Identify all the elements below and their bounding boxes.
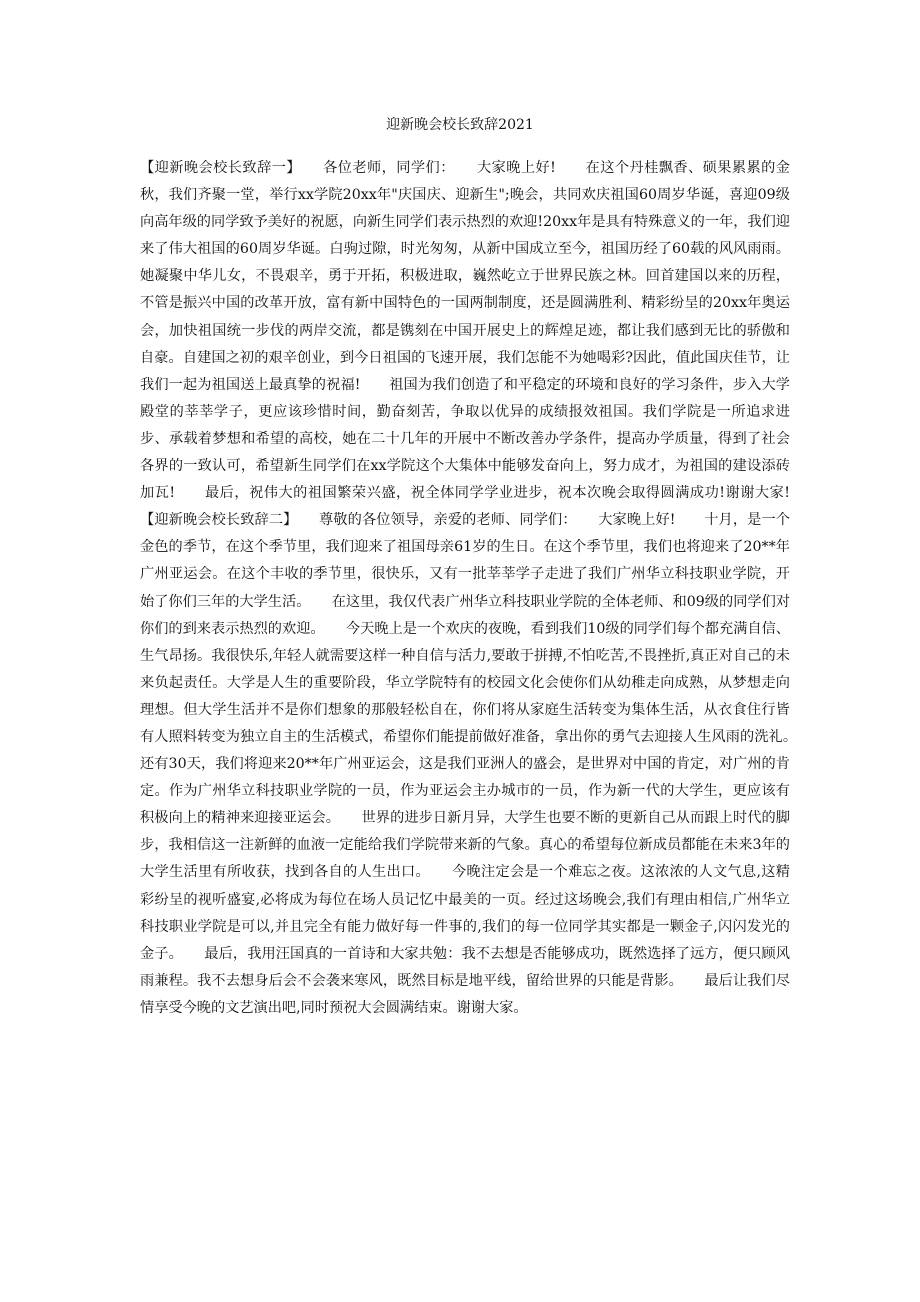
- document-body: 【迎新晚会校长致辞一】 各位老师，同学们： 大家晚上好! 在这个丹桂飘香、硕果累累的金秋，我们齐聚一堂，举行xx学院20xx年"庆国庆、迎新生";晚会，共同欢庆祖国60周岁华诞，喜迎09级向高年级的同学致予美好的祝愿，向新生同学们表示热烈的欢迎!20xx年是具有特殊意义的一年，我们迎来了伟大祖国的60周岁华诞。白驹过隙，时光匆匆，从新中国成立至今，祖国历经了60载的风风雨雨。她凝聚中华儿女，不畏艰辛，勇于开拓，积极进取，巍然屹立于世界民族之林。回首建国以来的历程，不管是振兴中国的改革开放，富有新中国特色的一国两制制度，还是圆满胜利、精彩纷呈的20xx年奥运会，加快祖国统一步伐的两岸交流，都是镌刻在中国开展史上的辉煌足迹，都让我们感到无比的骄傲和自豪。自建国之初的艰辛创业，到今日祖国的飞速开展，我们怎能不为她喝彩?因此，值此国庆佳节，让我们一起为祖国送上最真挚的祝福! 祖国为我们创造了和平稳定的环境和良好的学习条件，步入大学殿堂的莘莘学子，更应该珍惜时间，勤奋刻苦，争取以优异的成绩报效祖国。我们学院是一所追求进步、承载着梦想和希望的高校，她在二十几年的开展中不断改善办学条件，提高办学质量，得到了社会各界的一致认可，希望新生同学们在xx学院这个大集体中能够发奋向上，努力成才，为祖国的建设添砖加瓦! 最后，祝伟大的祖国繁荣兴盛，祝全体同学学业进步，祝本次晚会取得圆满成功!谢谢大家! 【迎新晚会校长致辞二】 尊敬的各位领导，亲爱的老师、同学们： 大家晚上好! 十月，是一个金色的季节，在这个季节里，我们迎来了祖国母亲61岁的生日。在这个季节里，我们也将迎来了20**年广州亚运会。在这个丰收的季节里，很快乐，又有一批莘莘学子走进了我们广州华立科技职业学院，开始了你们三年的大学生活。 在这里，我仅代表广州华立科技职业学院的全体老师、和09级的同学们对你们的到来表示热烈的欢迎。 今天晚上是一个欢庆的夜晚，看到我们10级的同学们每个都充满自信、生气昂扬。我很快乐,年轻人就需要这样一种自信与活力,要敢于拼搏,不怕吃苦,不畏挫折,真正对自己的未来负起责任。大学是人生的重要阶段，华立学院特有的校园文化会使你们从幼稚走向成熟，从梦想走向理想。但大学生活并不是你们想象的那般轻松自在，你们将从家庭生活转变为集体生活，从衣食住行皆有人照料转变为独立自主的生活模式，希望你们能提前做好准备，拿出你的勇气去迎接人生风雨的洗礼。 还有30天，我们将迎来20**年广州亚运会，这是我们亚洲人的盛会，是世界对中国的肯定，对广州的肯定。作为广州华立科技职业学院的一员，作为亚运会主办城市的一员，作为新一代的大学生，更应该有积极向上的精神来迎接亚运会。 世界的进步日新月异，大学生也要不断的更新自己从而跟上时代的脚步，我相信这一注新鲜的血液一定能给我们学院带来新的气象。真心的希望每位新成员都能在未来3年的大学生活里有所收获，找到各自的人生出口。 今晚注定会是一个难忘之夜。这浓浓的人文气息,这精彩纷呈的视听盛宴,必将成为每位在场人员记忆中最美的一页。经过这场晚会,我们有理由相信,广州华立科技职业学院是可以,并且完全有能力做好每一件事的,我们的每一位同学其实都是一颗金子,闪闪发光的金子。 最后，我用汪国真的一首诗和大家共勉：我不去想是否能够成功，既然选择了远方，便只顾风雨兼程。我不去想身后会不会袭来寒风，既然目标是地平线，留给世界的只能是背影。 最后让我们尽情享受今晚的文艺演出吧,同时预祝大会圆满结束。谢谢大家。: [140, 160, 819, 1016]
- document-title: 迎新晚会校长致辞2021: [386, 117, 534, 133]
